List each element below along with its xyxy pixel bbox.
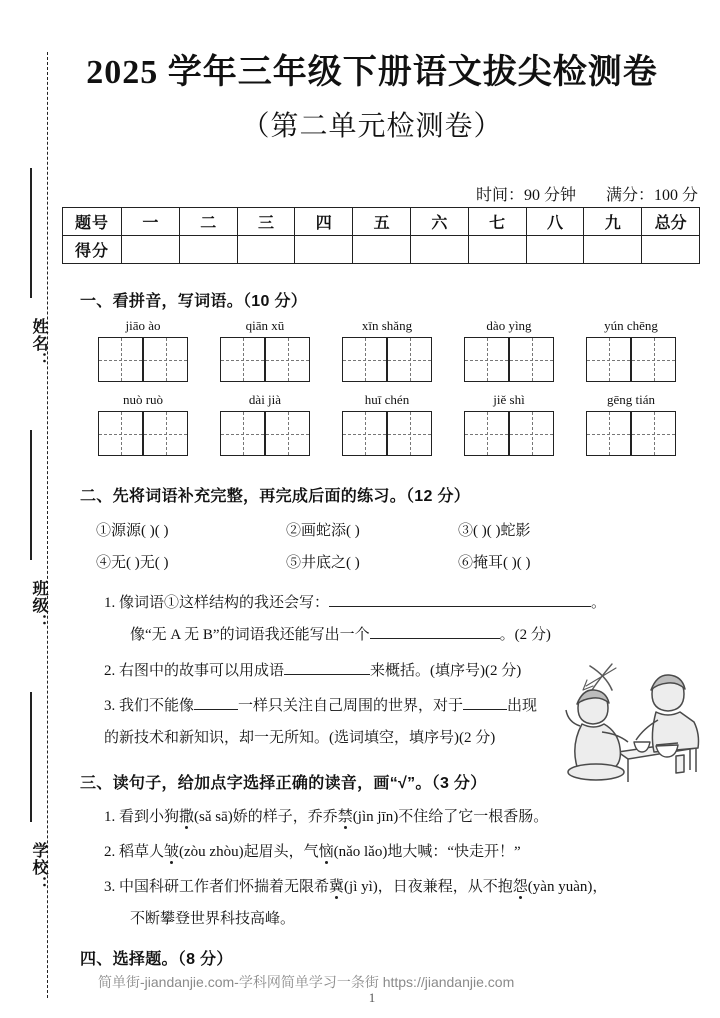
table-col-7: 七 bbox=[468, 208, 526, 236]
pronunciation-item-2[interactable] bbox=[104, 840, 521, 861]
margin-seal-rail bbox=[0, 0, 62, 1018]
pinyin-text-3: xīn shǎng bbox=[361, 318, 413, 333]
sub-question-1-text: 1. 像词语①这样结构的我还会写： bbox=[104, 595, 330, 611]
item-3-part-c: (yàn yuàn)， bbox=[527, 879, 608, 895]
footer-watermark: 简单街-jiandanjie.com-学科网简单学习一条街 https://jiandanjie.com bbox=[98, 974, 515, 990]
tianzi-cell[interactable] bbox=[387, 411, 432, 456]
pinyin-text-8: huī chén bbox=[364, 392, 410, 407]
tianzi-cell[interactable] bbox=[98, 337, 143, 382]
dotted-char-zhou: 皱 bbox=[164, 844, 180, 860]
pronunciation-item-1[interactable] bbox=[104, 805, 548, 826]
tianzi-cell[interactable] bbox=[220, 337, 265, 382]
table-col-5: 五 bbox=[353, 208, 411, 236]
sub-question-2-prefix: 2. 右图中的故事可以用成语 bbox=[104, 663, 285, 679]
idiom-item-6[interactable]: ⑥掩耳( )( ) bbox=[458, 555, 531, 571]
exam-meta bbox=[476, 182, 698, 205]
answer-blank-2[interactable] bbox=[370, 638, 500, 639]
table-col-4: 四 bbox=[295, 208, 353, 236]
sub-question-3-line-2: 的新技术和新知识，却一无所知。(选词填空，填序号)(2 分) bbox=[104, 730, 496, 746]
sub-question-1-line-1 bbox=[104, 591, 606, 612]
table-col-2: 二 bbox=[179, 208, 237, 236]
table-col-total: 总分 bbox=[642, 208, 700, 236]
idiom-item-2[interactable]: ②画蛇添( ) bbox=[286, 523, 360, 539]
pinyin-text-6: nuò ruò bbox=[122, 392, 164, 407]
dotted-char-jin: 禁 bbox=[337, 809, 353, 825]
item-1-part-b: (sǎ sā)娇的样子，乔乔 bbox=[194, 809, 338, 825]
score-cell-3[interactable] bbox=[237, 236, 295, 264]
sub-question-1-line-2 bbox=[130, 623, 551, 644]
item-2-part-c: (nǎo lǎo)地大喊：“快走开！” bbox=[333, 844, 521, 860]
page-title: 2025 学年三年级下册语文拔尖检测卷 bbox=[86, 54, 658, 91]
table-head-question-no: 题号 bbox=[63, 208, 122, 236]
tianzi-cell[interactable] bbox=[98, 411, 143, 456]
exam-page bbox=[62, 0, 720, 1018]
tianzi-grid-9[interactable] bbox=[464, 411, 554, 456]
idiom-item-1[interactable]: ①源源( )( ) bbox=[96, 523, 169, 539]
dotted-char-nao: 恼 bbox=[318, 844, 334, 860]
item-1-part-c: (jìn jīn)不住给了它一根香肠。 bbox=[352, 809, 549, 825]
tianzi-cell[interactable] bbox=[631, 411, 676, 456]
rail-rule-2 bbox=[30, 430, 32, 560]
section-heading-4: 四、选择题。（8 分） bbox=[80, 951, 233, 968]
tianzi-grid-10[interactable] bbox=[586, 411, 676, 456]
tianzi-cell[interactable] bbox=[265, 411, 310, 456]
sub-question-2-suffix: 来概括。(填序号)(2 分) bbox=[370, 663, 522, 679]
score-cell-7[interactable] bbox=[468, 236, 526, 264]
sub-question-3-middle: 一样只关注自己周围的世界，对于 bbox=[238, 698, 464, 714]
pinyin-text-9: jiě shì bbox=[493, 392, 525, 407]
score-cell-total[interactable] bbox=[642, 236, 700, 264]
table-col-1: 一 bbox=[122, 208, 180, 236]
sub-question-3-line-1 bbox=[104, 694, 537, 715]
idiom-item-3[interactable]: ③( )( )蛇影 bbox=[458, 523, 531, 539]
story-illustration-bow-snake-reflection bbox=[556, 660, 706, 790]
score-cell-2[interactable] bbox=[179, 236, 237, 264]
tianzi-cell[interactable] bbox=[509, 411, 554, 456]
table-head-score: 得分 bbox=[63, 236, 122, 264]
tianzi-cell[interactable] bbox=[342, 411, 387, 456]
dotted-char-yuan: 怨 bbox=[512, 879, 528, 895]
section-heading-2: 二、先将词语补充完整，再完成后面的练习。（12 分） bbox=[80, 488, 471, 505]
section-heading-3: 三、读句子，给加点字选择正确的读音，画“√”。（3 分） bbox=[80, 775, 487, 792]
score-cell-8[interactable] bbox=[526, 236, 584, 264]
pronunciation-item-3[interactable] bbox=[104, 875, 607, 896]
tianzi-grid-6[interactable] bbox=[98, 411, 188, 456]
tianzi-cell[interactable] bbox=[586, 411, 631, 456]
answer-blank-1[interactable] bbox=[329, 606, 591, 607]
idiom-item-5[interactable]: ⑤井底之( ) bbox=[286, 555, 360, 571]
tianzi-cell[interactable] bbox=[586, 337, 631, 382]
rail-label-school: 学校： bbox=[30, 842, 47, 893]
rail-rule-1 bbox=[30, 168, 32, 298]
table-col-8: 八 bbox=[526, 208, 584, 236]
item-2-part-b: (zòu zhòu)起眉头，气 bbox=[179, 844, 319, 860]
score-table bbox=[62, 207, 700, 264]
sub-question-1b-text: 像“无 A 无 B”的词语我还能写出一个 bbox=[130, 627, 370, 643]
rail-label-name: 姓名： bbox=[30, 318, 47, 369]
tianzi-cell[interactable] bbox=[143, 337, 188, 382]
item-2-part-a: 2. 稻草人 bbox=[104, 844, 165, 860]
sub-question-3-prefix: 3. 我们不能像 bbox=[104, 698, 195, 714]
rail-rule-3 bbox=[30, 692, 32, 822]
idiom-item-4[interactable]: ④无( )无( ) bbox=[96, 555, 169, 571]
score-cell-1[interactable] bbox=[122, 236, 180, 264]
pinyin-text-4: dào yìng bbox=[486, 318, 532, 333]
pronunciation-item-3-line-2: 不断攀登世界科技高峰。 bbox=[130, 911, 296, 927]
tianzi-grid-7[interactable] bbox=[220, 411, 310, 456]
answer-blank-3[interactable] bbox=[284, 674, 370, 675]
page-subtitle: （第二单元检测卷） bbox=[241, 111, 503, 142]
answer-blank-5[interactable] bbox=[463, 709, 507, 710]
sub-question-2 bbox=[104, 659, 521, 680]
table-row-scores bbox=[63, 236, 700, 264]
exam-duration: 时间：90 分钟 bbox=[475, 187, 576, 204]
tianzi-cell[interactable] bbox=[342, 337, 387, 382]
pinyin-text-2: qiān xū bbox=[245, 318, 285, 333]
tianzi-cell[interactable] bbox=[220, 411, 265, 456]
table-col-6: 六 bbox=[410, 208, 468, 236]
tianzi-cell[interactable] bbox=[631, 337, 676, 382]
tianzi-grid-3[interactable] bbox=[342, 337, 432, 382]
item-3-part-a: 3. 中国科研工作者们怀揣着无限希 bbox=[104, 879, 330, 895]
section-heading-1: 一、看拼音，写词语。（10 分） bbox=[80, 293, 308, 310]
item-3-part-b: (jì yì)，日夜兼程，从不抱 bbox=[344, 879, 513, 895]
tianzi-cell[interactable] bbox=[265, 337, 310, 382]
tianzi-grid-8[interactable] bbox=[342, 411, 432, 456]
sub-question-3-tail: 出现 bbox=[507, 698, 538, 714]
pinyin-text-5: yún chēng bbox=[604, 318, 658, 333]
dotted-char-sa: 撒 bbox=[179, 809, 195, 825]
exam-total-score: 满分：100 分 bbox=[605, 187, 698, 204]
score-cell-5[interactable] bbox=[353, 236, 411, 264]
table-col-3: 三 bbox=[237, 208, 295, 236]
tianzi-grid-5[interactable] bbox=[586, 337, 676, 382]
table-col-9: 九 bbox=[584, 208, 642, 236]
dotted-char-ji: 冀 bbox=[329, 879, 345, 895]
sub-question-1b-suffix: 。(2 分) bbox=[499, 627, 551, 643]
page-number: 1 bbox=[368, 990, 376, 1005]
tianzi-cell[interactable] bbox=[143, 411, 188, 456]
score-cell-6[interactable] bbox=[410, 236, 468, 264]
pinyin-text-10: gēng tián bbox=[606, 392, 655, 407]
tianzi-grid-4[interactable] bbox=[464, 337, 554, 382]
sub-question-1-period: 。 bbox=[591, 595, 607, 611]
tianzi-grid-2[interactable] bbox=[220, 337, 310, 382]
pinyin-text-1: jiāo ào bbox=[125, 318, 161, 333]
answer-blank-4[interactable] bbox=[194, 709, 238, 710]
item-1-part-a: 1. 看到小狗 bbox=[104, 809, 180, 825]
pinyin-text-7: dài jià bbox=[248, 392, 282, 407]
tianzi-cell[interactable] bbox=[464, 411, 509, 456]
tianzi-cell[interactable] bbox=[387, 337, 432, 382]
table-row-question-numbers bbox=[63, 208, 700, 236]
score-cell-9[interactable] bbox=[584, 236, 642, 264]
tianzi-cell[interactable] bbox=[464, 337, 509, 382]
tianzi-cell[interactable] bbox=[509, 337, 554, 382]
rail-label-class: 班级： bbox=[30, 580, 47, 631]
score-cell-4[interactable] bbox=[295, 236, 353, 264]
tianzi-grid-1[interactable] bbox=[98, 337, 188, 382]
